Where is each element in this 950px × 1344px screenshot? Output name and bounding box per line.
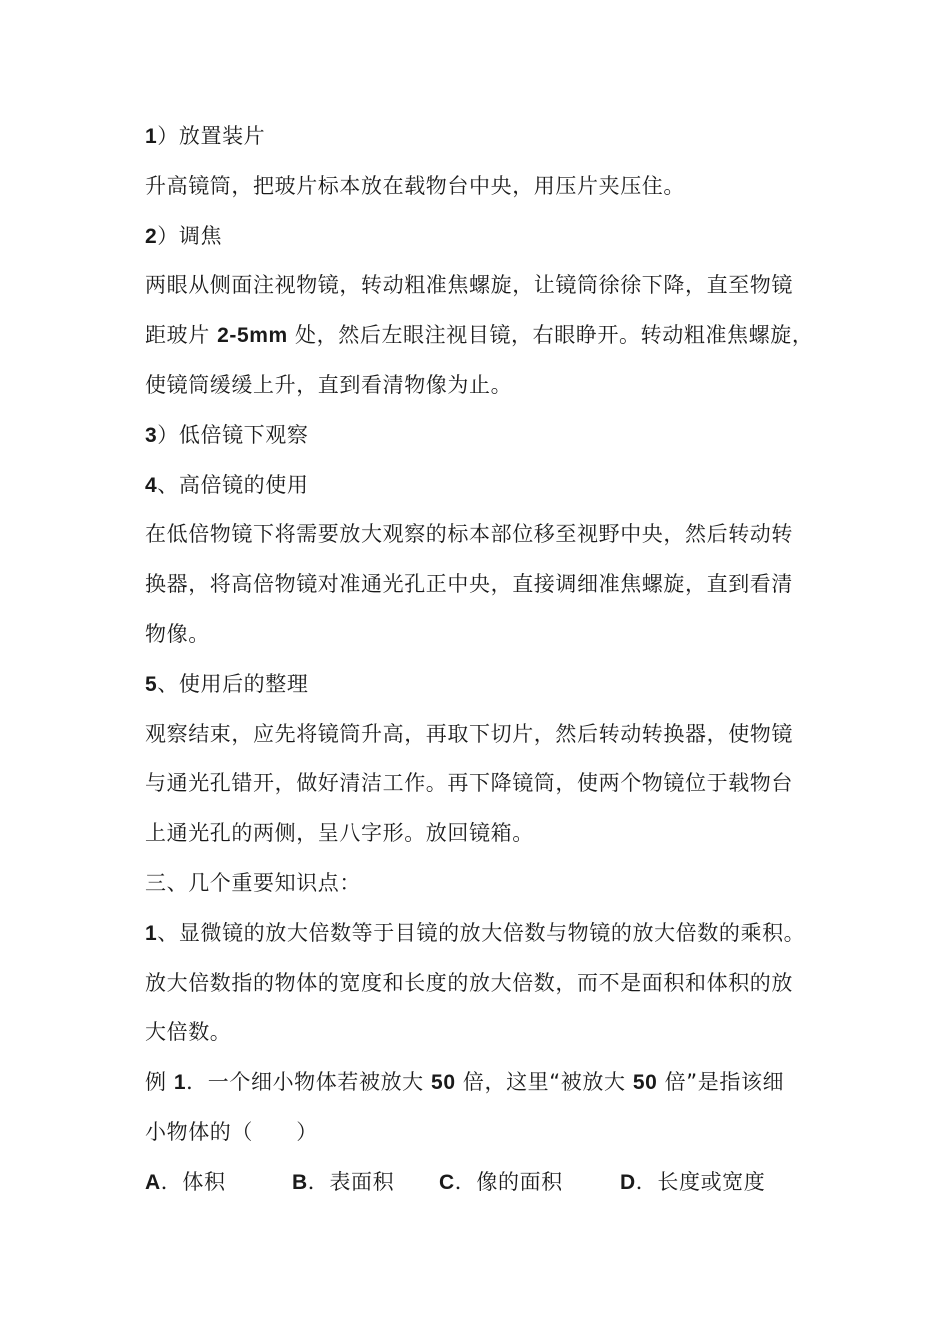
step2-body-line2: 距玻片 2-5mm 处，然后左眼注视目镜，右眼睁开。转动粗准焦螺旋，	[145, 323, 814, 348]
point1-line3: 大倍数。	[145, 1020, 232, 1045]
step5-body-line1: 观察结束，应先将镜筒升高，再取下切片，然后转动转换器，使物镜	[145, 721, 793, 746]
step4-body-line2: 换器，将高倍物镜对准通光孔正中央，直接调细准焦螺旋，直到看清	[145, 572, 793, 597]
step1-heading: 1）放置装片	[145, 124, 266, 148]
step4-body-line1: 在低倍物镜下将需要放大观察的标本部位移至视野中央，然后转动转	[145, 522, 793, 547]
step5-body-line3: 上通光孔的两侧，呈八字形。放回镜箱。	[145, 821, 534, 846]
step4-heading: 4、高倍镜的使用	[145, 472, 309, 497]
document-page	[145, 112, 815, 1208]
option-d: D．长度或宽度	[620, 1169, 766, 1194]
option-a: A．体积	[145, 1169, 226, 1194]
example1-question-line2: 小物体的（ ）	[145, 1119, 318, 1144]
point1-line1: 1、显微镜的放大倍数等于目镜的放大倍数与物镜的放大倍数的乘积。	[145, 920, 806, 945]
section3-heading: 三、几个重要知识点：	[145, 870, 361, 895]
step5-heading: 5、使用后的整理	[145, 671, 309, 696]
step5-body-line2: 与通光孔错开，做好清洁工作。再下降镜筒，使两个物镜位于载物台	[145, 771, 793, 796]
step3-heading: 3）低倍镜下观察	[145, 422, 309, 447]
example1-question-line1: 例 1．一个细小物体若被放大 50 倍，这里“被放大 50 倍”是指该细	[145, 1070, 785, 1095]
step2-heading: 2）调焦	[145, 223, 223, 248]
option-c: C．像的面积	[439, 1169, 563, 1194]
example1-options	[145, 1158, 815, 1208]
option-b: B．表面积	[292, 1169, 395, 1194]
step1-body: 升高镜筒，把玻片标本放在载物台中央，用压片夹压住。	[145, 173, 685, 198]
step4-body-line3: 物像。	[145, 621, 210, 646]
step2-body-line1: 两眼从侧面注视物镜，转动粗准焦螺旋，让镜筒徐徐下降，直至物镜	[145, 273, 793, 298]
step2-body-line3: 使镜筒缓缓上升，直到看清物像为止。	[145, 372, 513, 397]
point1-line2: 放大倍数指的物体的宽度和长度的放大倍数，而不是面积和体积的放	[145, 970, 793, 995]
